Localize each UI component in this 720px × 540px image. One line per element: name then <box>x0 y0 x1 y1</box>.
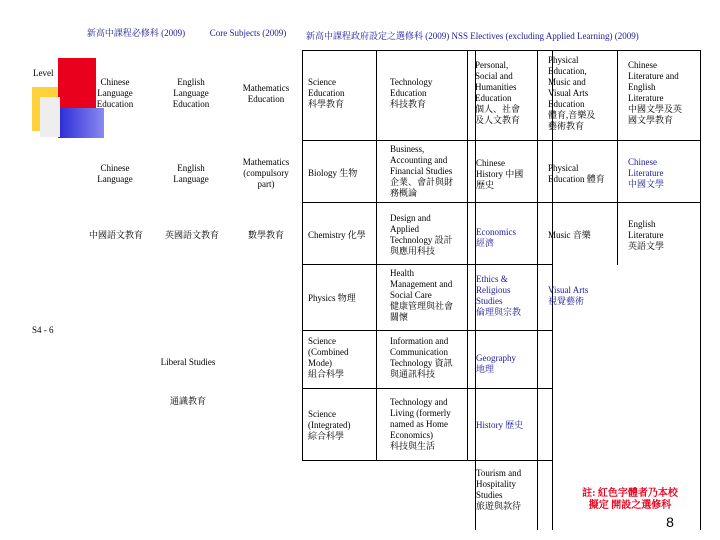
tech-ict: Information and Communication Technology 資訊 與通訊科技 <box>390 336 453 379</box>
liberal-studies-zh: 通識教育 <box>169 396 206 406</box>
tech-business: Business, Accounting and Financial Studies 企業、會計與財 務概論 <box>390 144 454 198</box>
grid-line <box>537 50 538 530</box>
kla-arts-pe-education: Physical Education, Music and Visual Arts Education 體育,音樂及 藝術教育 <box>548 55 596 131</box>
arts-visual-arts: Visual Arts 視覺藝術 <box>548 285 589 306</box>
hum-tourism: Tourism and Hospitality Studies 旅遊與款待 <box>476 468 522 511</box>
page-number: 8 <box>666 514 674 530</box>
kla-technology-education: Technology Education 科技教育 <box>390 77 433 109</box>
grid-line <box>700 50 701 530</box>
decor-blue-square <box>58 108 104 138</box>
core-english-kla: English Language Education <box>172 77 210 109</box>
core-subjects-zh-heading: 新高中課程必修科 (2009) <box>86 28 186 38</box>
kla-literature-education: Chinese Literature and English Literature 中國文學及英 國文學教育 <box>628 60 683 125</box>
liberal-studies-en: Liberal Studies <box>160 357 216 367</box>
grid-line <box>302 50 303 460</box>
core-maths-kla: Mathematics Education <box>242 83 290 104</box>
level-label: Level <box>33 68 54 78</box>
electives-heading: 新高中課程政府設定之選修科 (2009) NSS Electives (excluding Applied Learning) (2009) <box>306 31 639 41</box>
tech-living: Technology and Living (formerly named as Home Economics) 科技與生活 <box>390 397 451 451</box>
offered-subjects-note: 註: 紅色字體者乃本校 擬定 開設之選修科 <box>582 488 678 511</box>
tech-design: Design and Applied Technology 設計 與應用科技 <box>390 213 453 256</box>
science-physics: Physics 物理 <box>308 293 356 303</box>
grid-line <box>302 460 476 461</box>
science-combined: Science (Combined Mode) 組合科學 <box>308 336 349 379</box>
core-english-zh: 英國語文教育 <box>164 230 219 240</box>
s4-6-label: S4 - 6 <box>32 325 54 335</box>
hum-ethics: Ethics & Religious Studies 倫理與宗教 <box>476 274 522 317</box>
core-chinese-subject: Chinese Language <box>97 163 133 184</box>
grid-line <box>302 388 476 389</box>
core-chinese-zh: 中國語文教育 <box>88 230 143 240</box>
hum-history: History 歷史 <box>476 420 524 430</box>
arts-physical-education: Physical Education 體育 <box>548 163 605 184</box>
hum-economics: Economics 經濟 <box>476 227 516 248</box>
grid-line <box>475 330 553 331</box>
grid-line <box>302 330 476 331</box>
kla-humanities-education: Personal, Social and Humanities Education 個人、社會 及人文教育 <box>475 60 521 125</box>
grid-line <box>302 264 552 265</box>
grid-line <box>302 140 700 141</box>
core-maths-zh: 數學教育 <box>247 230 284 240</box>
arts-music: Music 音樂 <box>548 230 591 240</box>
kla-science-education: Science Education 科學教育 <box>308 77 345 109</box>
tech-health: Health Management and Social Care 健康管理與社會 關懷 <box>390 268 454 322</box>
science-biology: Biology 生物 <box>308 168 358 178</box>
grid-line <box>376 50 377 460</box>
lit-chinese-literature: Chinese Literature 中國文學 <box>628 157 665 189</box>
core-maths-subject: Mathematics (compulsory part) <box>242 157 290 189</box>
grid-line <box>302 202 700 203</box>
core-english-subject: English Language <box>173 163 209 184</box>
grid-line <box>617 50 618 265</box>
core-chinese-kla: Chinese Language Education <box>96 77 134 109</box>
science-chemistry: Chemistry 化學 <box>308 230 366 240</box>
science-integrated: Science (Integrated) 綜合科學 <box>308 409 351 441</box>
lit-english-literature: English Literature 英語文學 <box>628 219 665 251</box>
hum-geography: Geography 地理 <box>476 353 516 374</box>
grid-line <box>475 388 553 389</box>
grid-line <box>302 50 700 51</box>
decor-light-square <box>40 97 60 137</box>
core-subjects-en-heading: Core Subjects (2009) <box>209 28 287 38</box>
grid-line <box>475 460 553 461</box>
hum-chinese-history: Chinese History 中國 歷史 <box>476 158 524 190</box>
